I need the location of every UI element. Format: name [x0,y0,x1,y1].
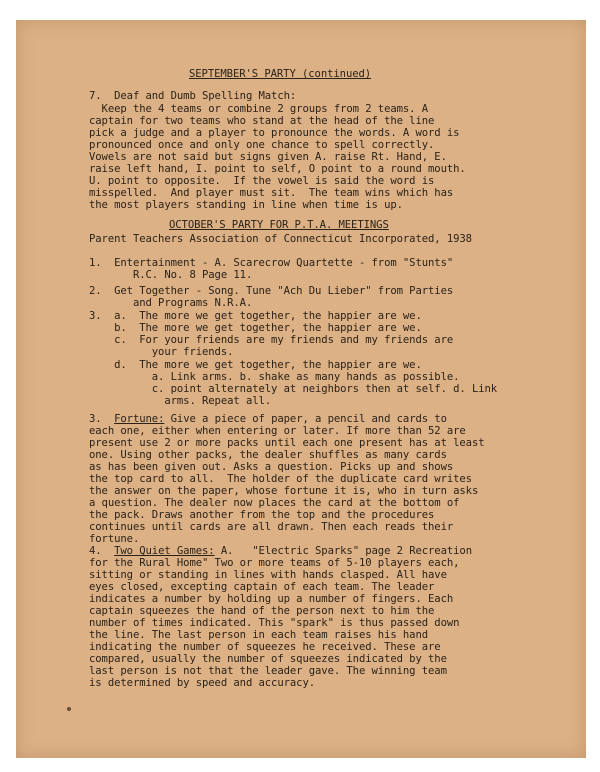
quiet-games-line: is determined by speed and accuracy. [89,677,316,689]
item3-line: c. point alternately at neighbors then at self. d. Link [89,383,498,395]
quiet-games-line: the line. The last person in each team raises his hand [89,629,429,641]
quiet-games-line: indicates a number by holding up a number of fingers. Each [89,593,454,605]
october-subtitle: Parent Teachers Association of Connecticut Incorporated, 1938 [89,233,472,245]
quiet-games-line: number of times indicated. This "spark" is thus passed down [89,617,460,629]
item3-line: c. For your friends are my friends and my friends are [89,334,454,346]
quiet-games-first-text: A. "Electric Sparks" page 2 Recreation [214,545,472,557]
item3-line: d. The more we get together, the happier are we. [89,359,422,371]
item1-line: 1. Entertainment - A. Scarecrow Quartette - from "Stunts" [89,257,454,269]
fortune-line: fortune. [89,533,140,545]
fortune-line: a question. The dealer now places the card at the bottom of [89,497,460,509]
fortune-first-text: Give a piece of paper, a pencil and cards to [164,413,447,425]
item7-line: the most players standing in line when time is up. [89,199,403,211]
fortune-label: Fortune: [114,413,165,425]
item3-line: arms. Repeat all. [89,395,272,407]
fortune-line: continues until cards are all drawn. Then each reads their [89,521,454,533]
fortune-line: the pack. Draws another from the top and the procedures [89,509,435,521]
quiet-games-line: compared, usually the number of squeezes indicated by the [89,653,447,665]
item7-line: Keep the 4 teams or combine 2 groups from 2 teams. A [89,103,429,115]
quiet-games-number: 4. [89,545,115,557]
typed-text [16,20,586,758]
fortune-line: one. Using other packs, the dealer shuffles as many cards [89,449,447,461]
fortune-line: present use 2 or more packs until each one present has at least [89,437,485,449]
quiet-games-line: eyes closed, excepting captain of each team. The leader [89,581,435,593]
document-sheet [16,20,586,758]
fortune-line: as has been given out. Asks a question. Picks up and shows [89,461,454,473]
quiet-games-line: sitting or standing in lines with hands clasped. All have [89,569,447,581]
item7-line: raise left hand, I. point to self, O point to a round mouth. [89,163,466,175]
item7-line: misspelled. And player must sit. The team wins which has [89,187,454,199]
paper-spot [67,707,71,711]
item7-line: captain for two teams who stand at the head of the line [89,115,435,127]
item7-line: Vowels are not said but signs given A. raise Rt. Hand, E. [89,151,447,163]
fortune-number: 3. [89,413,115,425]
item7-line: pronounced once and only one chance to spell correctly. [89,139,435,151]
fortune-line: each one, either when entering or later. If more than 52 are [89,425,466,437]
page-title: SEPTEMBER'S PARTY (continued) [189,68,372,80]
october-title: OCTOBER'S PARTY FOR P.T.A. MEETINGS [169,219,389,231]
item3-line: b. The more we get together, the happier are we. [89,322,422,334]
quiet-games-line: last person is not that the leader gave. The winning team [89,665,447,677]
item2-line: and Programs N.R.A. [89,297,253,309]
item7-heading: 7. Deaf and Dumb Spelling Match: [89,90,297,102]
quiet-games-label: Two Quiet Games: [114,545,215,557]
fortune-line: the top card to all. The holder of the duplicate card writes [89,473,472,485]
item7-line: pick a judge and a player to pronounce the words. A word is [89,127,460,139]
item3-line: a. Link arms. b. shake as many hands as possible. [89,371,460,383]
item7-line: U. point to opposite. If the vowel is said the word is [89,175,435,187]
quiet-games-line: captain squeezes the hand of the person next to him the [89,605,435,617]
item2-line: 2. Get Together - Song. Tune "Ach Du Lieber" from Parties [89,285,454,297]
item3-line: 3. a. The more we get together, the happier are we. [89,310,422,322]
quiet-games-line: indicating the number of squeezes he received. These are [89,641,441,653]
quiet-games-line: for the Rural Home" Two or more teams of 5-10 players each, [89,557,460,569]
fortune-line: the answer on the paper, whose fortune it is, who in turn asks [89,485,479,497]
fortune-first-line [89,413,447,425]
quiet-games-first-line [89,545,472,557]
item1-line: R.C. No. 8 Page 11. [89,269,253,281]
item3-line: your friends. [89,346,234,358]
